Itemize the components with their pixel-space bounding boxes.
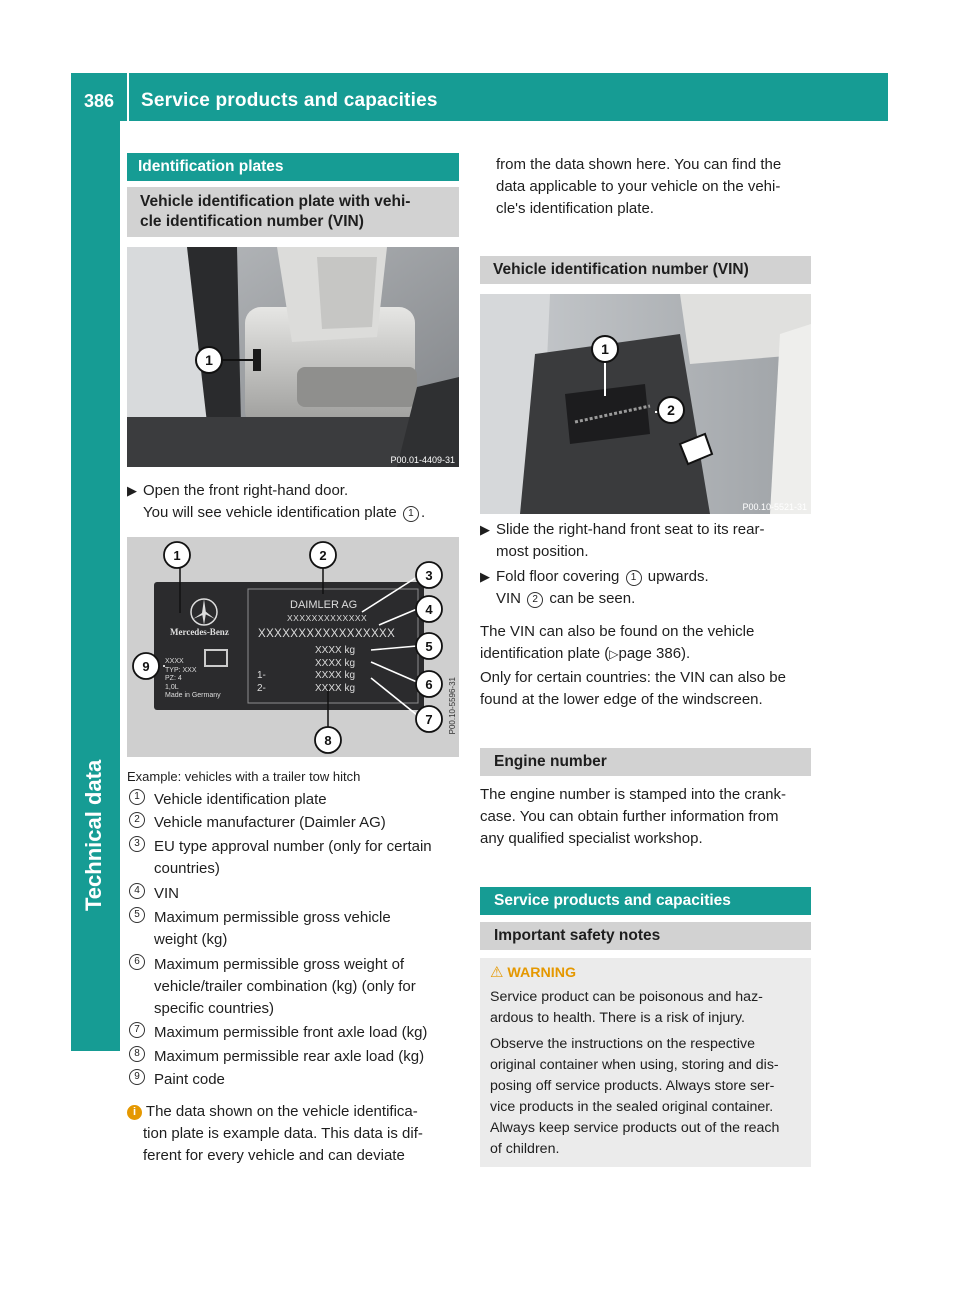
- warning-line: original container when using, storing and dis-: [490, 1057, 779, 1073]
- legend-text: Vehicle identification plate: [154, 791, 327, 808]
- page-ref-arrow-icon: ▷: [609, 647, 619, 661]
- svg-text:1: 1: [601, 341, 609, 357]
- vin-heading-text: Vehicle identification number (VIN): [493, 261, 749, 278]
- photo2-code: P00.10-5521-31: [742, 502, 807, 512]
- page-number: 386: [83, 91, 115, 111]
- svg-text:4: 4: [425, 602, 433, 617]
- warning-line: Always keep service products out of the reach: [490, 1120, 780, 1136]
- plate-left-block: [165, 658, 221, 701]
- safety-notes-heading-text: Important safety notes: [494, 927, 661, 944]
- step-slide-seat: [480, 519, 820, 563]
- step-slide-seat-text: Slide the right-hand front seat to its rear-: [496, 521, 765, 538]
- legend-text: EU type approval number (only for certain: [154, 838, 432, 855]
- photo1-code: P00.01-4409-31: [390, 455, 455, 465]
- warning-box: [480, 958, 811, 1167]
- step-arrow-icon: ▶: [127, 483, 137, 498]
- callout-icon: 2: [129, 812, 145, 828]
- svg-text:8: 8: [324, 733, 332, 748]
- step-open-door-result-text: You will see vehicle identification plate: [143, 504, 397, 521]
- diagram-caption: Example: vehicles with a trailer tow hitch: [127, 769, 361, 784]
- callout-1-icon: 1: [626, 570, 642, 586]
- callout-icon: 9: [129, 1069, 145, 1085]
- continued-text-line: cle's identification plate.: [496, 200, 654, 217]
- vin-plate-subheading: [127, 187, 459, 237]
- paragraph-line: identification plate (: [480, 645, 610, 662]
- callout-icon: 6: [129, 954, 145, 970]
- step-fold-covering-text: Fold floor covering: [496, 568, 620, 585]
- legend-text: specific countries): [154, 1000, 275, 1017]
- info-note-line: tion plate is example data. This data is dif-: [143, 1125, 423, 1142]
- warning-line: posing off service products. Always store ser-: [490, 1078, 775, 1094]
- plate-weight-row: XXXX kg: [315, 682, 356, 694]
- identification-plate-diagram: [127, 537, 459, 757]
- callout-icon: 1: [129, 789, 145, 805]
- svg-text:2: 2: [319, 548, 327, 563]
- info-note-line: ferent for every vehicle and can deviate: [143, 1147, 405, 1164]
- plate-diagram-code: P00.10-5596-31: [448, 677, 457, 735]
- plate-maker: DAIMLER AG: [290, 599, 358, 611]
- warning-line: of children.: [490, 1141, 560, 1157]
- callout-icon: 5: [129, 907, 145, 923]
- warning-line: Service product can be poisonous and haz-: [490, 989, 763, 1005]
- svg-text:3: 3: [425, 568, 433, 583]
- plate-weight-row: XXXX kg: [315, 645, 356, 656]
- continued-text-line: from the data shown here. You can find the: [496, 156, 782, 173]
- plate-brand: Mercedes-Benz: [170, 627, 229, 637]
- paragraph-line: The engine number is stamped into the crank-: [480, 786, 786, 803]
- service-products-heading-text: Service products and capacities: [494, 892, 731, 909]
- svg-text:5: 5: [425, 639, 433, 654]
- vin-plate-paragraph: [480, 621, 820, 665]
- identification-plates-heading: Identification plates: [127, 153, 459, 181]
- vin-plate-subheading-line2: cle identification number (VIN): [140, 213, 364, 230]
- svg-text:1: 1: [173, 548, 181, 563]
- plate-axle-label: 1-: [257, 670, 266, 681]
- plate-left-line: 1,0L: [165, 683, 179, 691]
- plate-left-line: TYP: XXX: [165, 666, 197, 674]
- callout-icon: 3: [129, 836, 145, 852]
- legend-text: Maximum permissible rear axle load (kg): [154, 1048, 425, 1065]
- plate-left-line: PZ: 4: [165, 675, 182, 683]
- safety-notes-heading: [480, 922, 811, 950]
- plate-axle-labels: [257, 670, 266, 695]
- paragraph-line: Only for certain countries: the VIN can also be: [480, 669, 786, 686]
- legend-text: weight (kg): [154, 931, 228, 948]
- callout-icon: 7: [129, 1022, 145, 1038]
- legend-text: countries): [154, 860, 220, 877]
- legend-text: Maximum permissible gross vehicle: [154, 909, 391, 926]
- warning-line: Observe the instructions on the respective: [490, 1036, 755, 1052]
- service-products-heading: [480, 887, 811, 915]
- header-divider: [127, 73, 129, 121]
- section-title: Service products and capacities: [141, 90, 438, 111]
- plate-weights: [315, 645, 355, 695]
- vin-heading: [480, 256, 811, 284]
- info-note: [127, 1101, 467, 1167]
- legend-text: Vehicle manufacturer (Daimler AG): [154, 814, 386, 831]
- plate-weight-row: XXXX kg: [315, 670, 356, 681]
- step-fold-covering-end: upwards.: [647, 568, 709, 585]
- svg-text:9: 9: [142, 659, 150, 674]
- page-header: [71, 73, 888, 121]
- legend-text: Paint code: [154, 1071, 225, 1088]
- engine-number-paragraph: [480, 784, 820, 850]
- plate-type-approval: XXXXXXXXXXXXX: [287, 613, 368, 623]
- paragraph-line: any qualified specialist workshop.: [480, 830, 703, 847]
- step-open-door: [127, 480, 467, 502]
- plate-vin: XXXXXXXXXXXXXXXXX: [258, 628, 396, 640]
- door-seat-photo: [127, 247, 459, 467]
- step-arrow-icon: ▶: [480, 522, 490, 537]
- engine-number-heading: [480, 748, 811, 776]
- plate-left-line: XXXX: [165, 658, 184, 665]
- warning-title-row: [490, 962, 804, 984]
- floor-vin-photo: [480, 294, 811, 514]
- step-arrow-icon: ▶: [480, 569, 490, 584]
- legend-text: VIN: [154, 885, 180, 902]
- step-open-door-text: Open the front right-hand door.: [143, 482, 349, 499]
- callout-1-icon: 1: [403, 506, 419, 522]
- svg-text:2: 2: [667, 402, 675, 418]
- info-icon: i: [127, 1105, 142, 1120]
- step-slide-seat-text: most position.: [496, 543, 589, 560]
- paragraph-line: found at the lower edge of the windscreen.: [480, 691, 763, 708]
- windscreen-paragraph: [480, 667, 820, 711]
- step-vin-end: can be seen.: [549, 590, 636, 607]
- warning-triangle-icon: ⚠: [490, 964, 504, 981]
- callout-2-icon: 2: [527, 592, 543, 608]
- legend-text: Maximum permissible gross weight of: [154, 956, 405, 973]
- callout-icon: 4: [129, 883, 145, 899]
- legend-text: vehicle/trailer combination (kg) (only for: [154, 978, 416, 995]
- continued-text: [496, 154, 826, 220]
- warning-line: ardous to health. There is a risk of injury.: [490, 1010, 745, 1026]
- svg-text:6: 6: [425, 677, 433, 692]
- callout-icon: 8: [129, 1046, 145, 1062]
- svg-text:7: 7: [425, 712, 433, 727]
- side-tab: [71, 121, 120, 1051]
- engine-number-heading-text: Engine number: [494, 753, 607, 770]
- warning-title: WARNING: [507, 965, 576, 981]
- step-fold-covering: [480, 566, 820, 610]
- paragraph-line: The VIN can also be found on the vehicle: [480, 623, 755, 640]
- plate-left-line: Made in Germany: [165, 692, 221, 700]
- warning-line: vice products in the sealed original container.: [490, 1099, 774, 1115]
- paragraph-line: case. You can obtain further information from: [480, 808, 779, 825]
- svg-text:1: 1: [205, 352, 213, 368]
- legend-text: Maximum permissible front axle load (kg): [154, 1024, 428, 1041]
- page-ref-link[interactable]: page 386).: [618, 645, 691, 662]
- side-tab-label: Technical data: [81, 759, 106, 911]
- vin-plate-subheading-line1: Vehicle identification plate with vehi-: [140, 193, 411, 210]
- plate-axle-label: 2-: [257, 682, 266, 694]
- step-open-door-result: You will see vehicle identification plate 1 .: [143, 504, 426, 521]
- step-vin-text: VIN: [496, 590, 522, 607]
- continued-text-line: data applicable to your vehicle on the vehi-: [496, 178, 781, 195]
- plate-weight-row: XXXX kg: [315, 657, 356, 669]
- info-note-line: The data shown on the vehicle identifica-: [145, 1103, 418, 1120]
